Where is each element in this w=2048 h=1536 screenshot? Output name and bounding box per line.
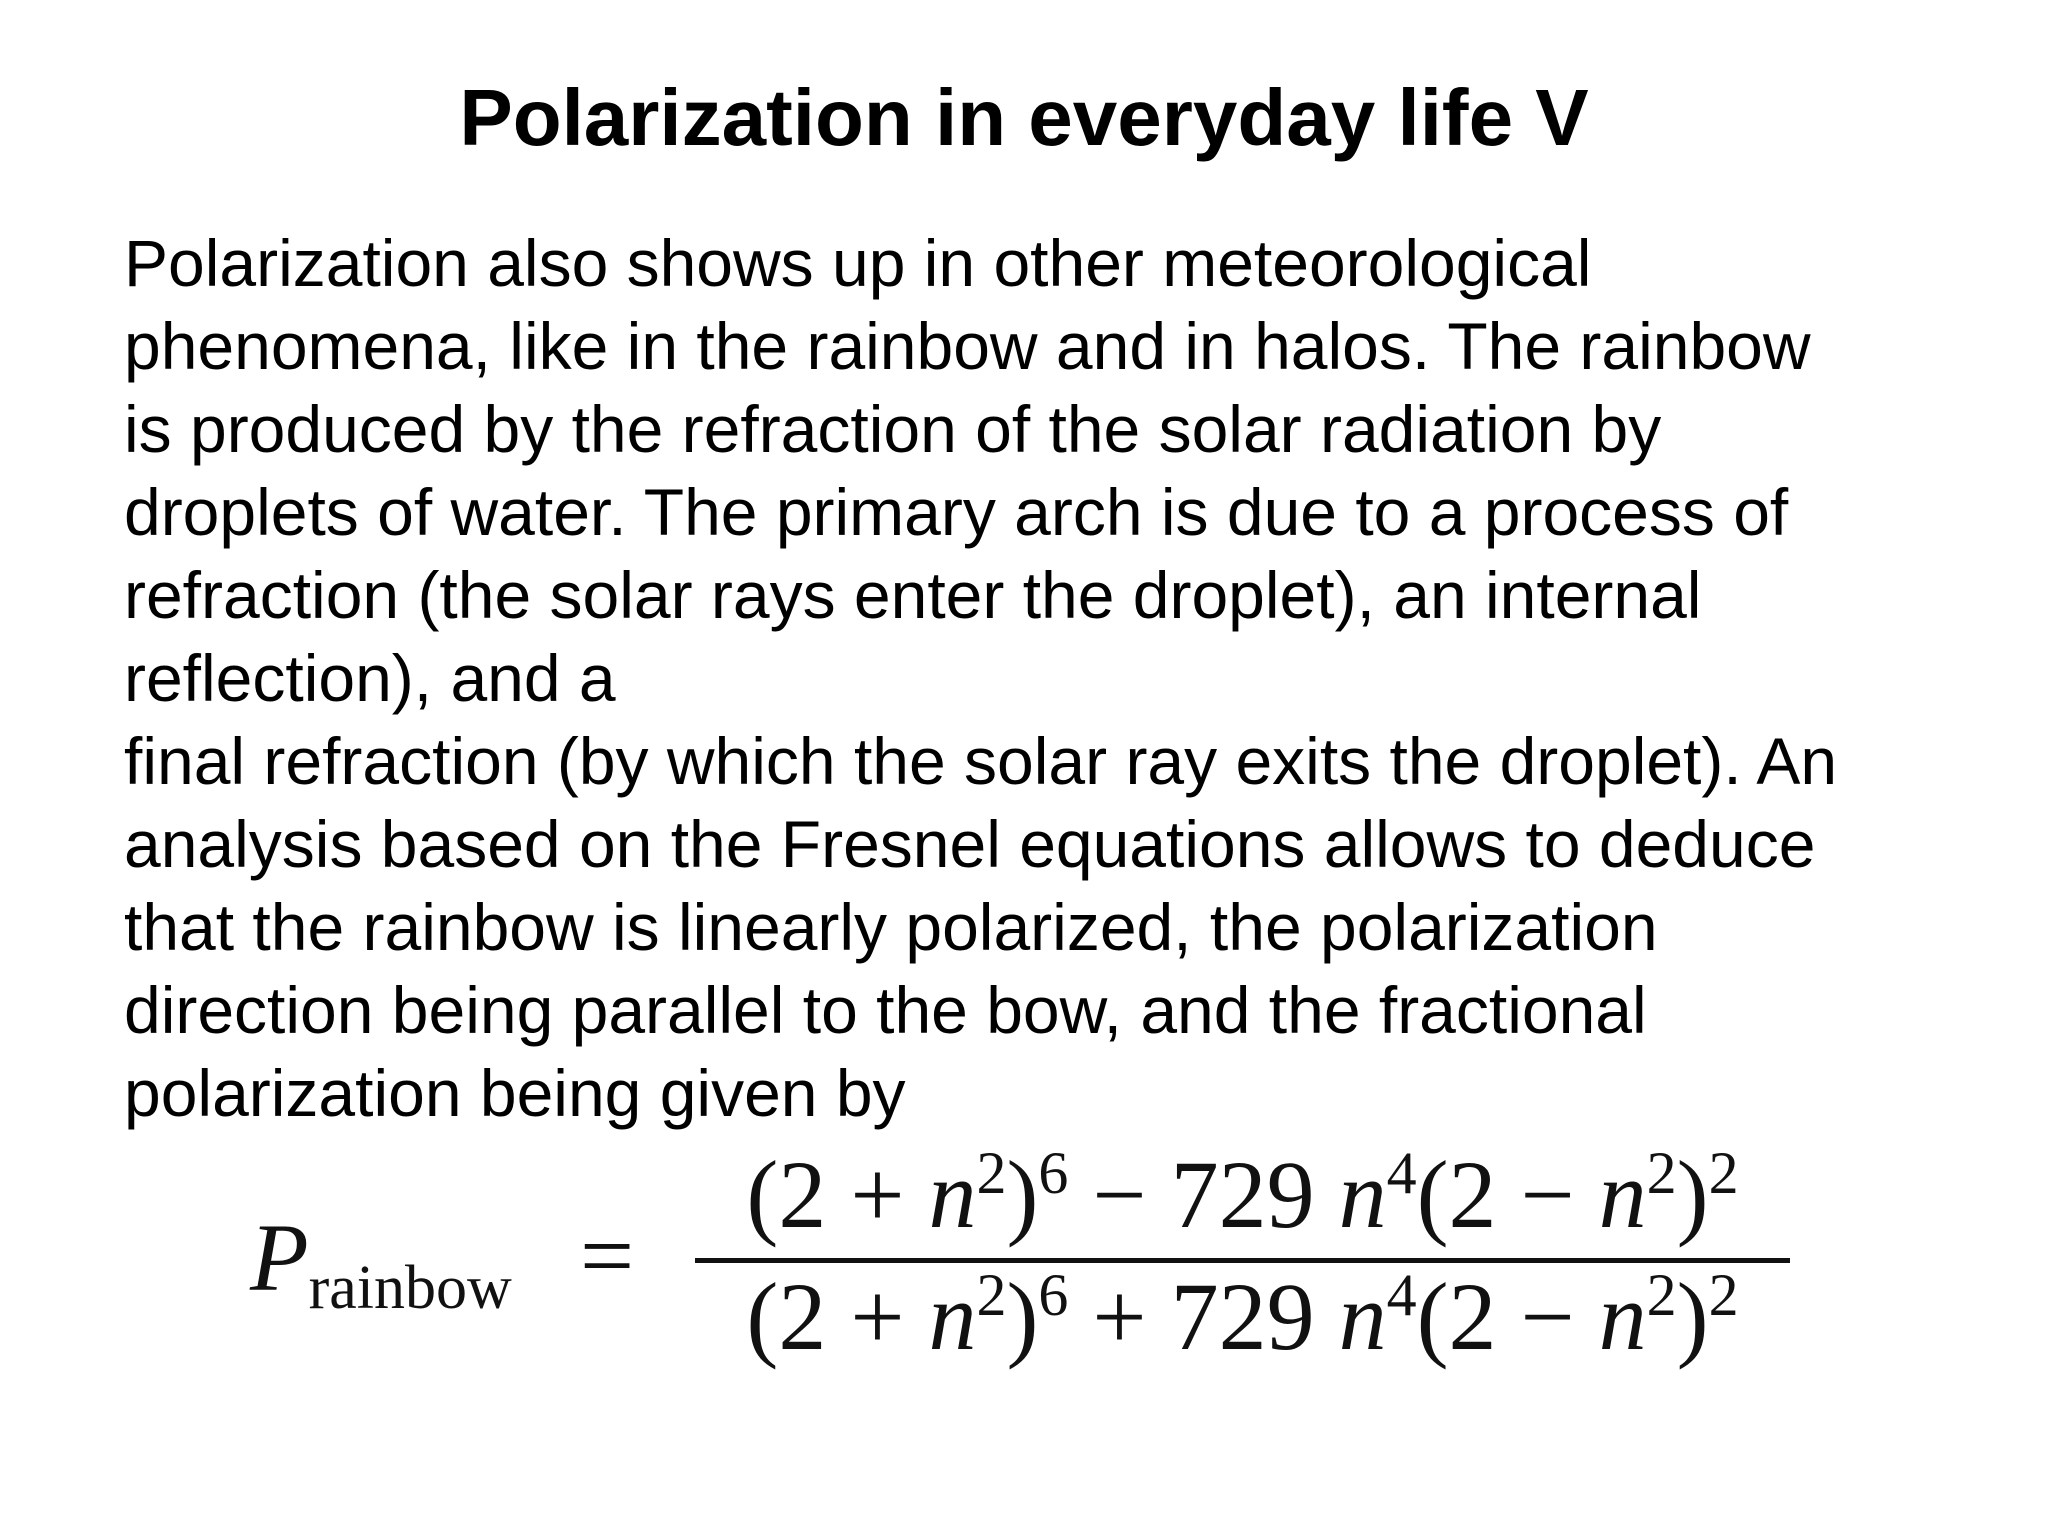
numerator-text: (2 − [1416,1141,1599,1248]
numerator-exponent: 6 [1038,1140,1069,1206]
numerator-exponent: 2 [1646,1140,1677,1206]
denominator-exponent: 2 [1646,1262,1677,1328]
denominator-variable: n [1338,1263,1387,1370]
denominator-variable: n [1598,1263,1647,1370]
denominator-exponent: 2 [1708,1262,1739,1328]
body-line: direction being parallel to the bow, and the fractional [124,973,1647,1047]
body-line: analysis based on the Fresnel equations allows to deduce [124,807,1816,881]
equation-lhs [250,1204,512,1322]
numerator-exponent: 2 [1708,1140,1739,1206]
numerator-text: ) [1676,1141,1709,1248]
denominator-text: ) [1006,1263,1039,1370]
equation-symbol: P [250,1204,309,1311]
denominator-text: (2 + [746,1263,929,1370]
body-line: final refraction (by which the solar ray exits the droplet). An [124,724,1838,798]
denominator-text: (2 − [1416,1263,1599,1370]
body-line: refraction (the solar rays enter the droplet), an internal [124,558,1702,632]
equation-fraction [695,1140,1790,1380]
equals-sign: = [580,1202,635,1309]
equation-subscript: rainbow [308,1254,512,1322]
denominator-variable: n [928,1263,977,1370]
numerator-exponent: 2 [976,1140,1007,1206]
denominator-exponent: 2 [976,1262,1007,1328]
denominator-text: ) [1676,1263,1709,1370]
denominator-operator: + 729 [1068,1263,1339,1370]
body-line: phenomena, like in the rainbow and in halos. The rainbow [124,309,1811,383]
slide-body-text [124,222,1964,1135]
fraction-denominator [695,1262,1790,1372]
denominator-exponent: 6 [1038,1262,1069,1328]
numerator-variable: n [928,1141,977,1248]
numerator-variable: n [1338,1141,1387,1248]
rainbow-polarization-equation [250,1140,1810,1380]
body-line: polarization being given by [124,1056,906,1130]
body-line: is produced by the refraction of the solar radiation by [124,392,1662,466]
body-line: that the rainbow is linearly polarized, the polarization [124,890,1658,964]
numerator-operator: − 729 [1068,1141,1339,1248]
numerator-variable: n [1598,1141,1647,1248]
denominator-exponent: 4 [1386,1262,1417,1328]
body-line: droplets of water. The primary arch is due to a process of [124,475,1789,549]
numerator-text: ) [1006,1141,1039,1248]
body-line: reflection), and a [124,641,616,715]
fraction-numerator [695,1140,1790,1250]
numerator-text: (2 + [746,1141,929,1248]
slide-title: Polarization in everyday life V [459,73,1589,162]
body-line: Polarization also shows up in other meteorological [124,226,1592,300]
numerator-exponent: 4 [1386,1140,1417,1206]
